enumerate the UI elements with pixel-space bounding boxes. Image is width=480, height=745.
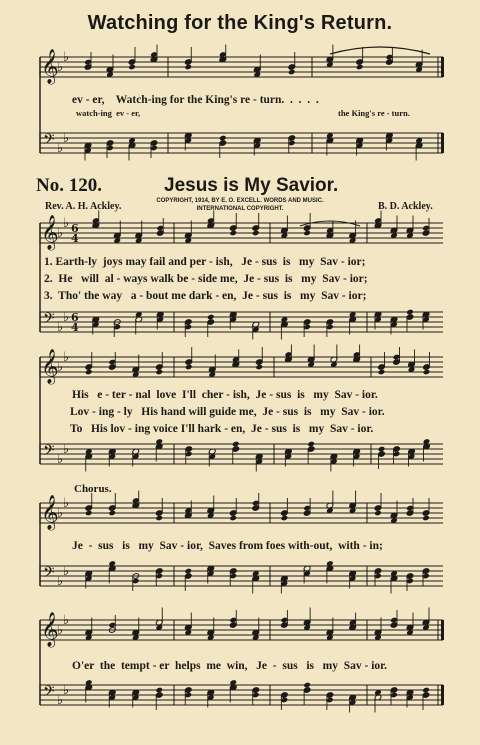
time-signature-bottom: 4 (71, 232, 79, 245)
flat-icon: ♭ (57, 320, 64, 335)
note-head (255, 364, 263, 371)
note-head (356, 64, 364, 71)
hymn-composer: B. D. Ackley. (378, 201, 433, 212)
note-head (128, 64, 136, 71)
final-barline-thick (441, 57, 444, 77)
note-head (155, 369, 163, 376)
flat-icon: ♭ (63, 496, 70, 511)
note-head (85, 510, 93, 517)
verse-3-line-a: 3. Tho' the way a - bout me dark - en, Je - sus is my Sav - ior; (44, 290, 367, 302)
flat-icon: ♭ (63, 683, 70, 698)
treble-clef-icon: 𝄞 (41, 495, 59, 530)
note-head (378, 369, 386, 376)
note-head (406, 309, 414, 316)
treble-clef-icon: 𝄞 (41, 215, 59, 250)
flat-icon: ♭ (63, 310, 70, 325)
time-signature-top: 6 (71, 311, 79, 324)
note-head (185, 364, 193, 371)
flat-icon: ♭ (57, 623, 64, 638)
note-head (307, 441, 315, 448)
note-head (374, 510, 382, 517)
slur (330, 47, 430, 54)
note-head (422, 687, 430, 694)
note-head (252, 230, 260, 237)
top-lyric-line-2: watch-ing ev - er, (76, 108, 141, 118)
flat-icon: ♭ (63, 50, 70, 65)
copyright-line-1: COPYRIGHT, 1914, BY E. O. EXCELL. WORDS AND MUSIC. (156, 198, 324, 204)
verse-2-line-a: 2. He will al - ways walk be - side me, Je - sus is my Sav - ior; (44, 273, 368, 285)
flat-icon: ♭ (57, 574, 64, 589)
treble-clef-icon: 𝄞 (41, 49, 59, 84)
flat-icon: ♭ (63, 564, 70, 579)
note-head (232, 441, 240, 448)
time-signature-top: 6 (71, 222, 79, 235)
hymn-title: Jesus is My Savior. (164, 175, 339, 196)
top-lyric-line-2b: the King's re - turn. (338, 108, 410, 118)
note-head (155, 687, 163, 694)
flat-icon: ♭ (63, 216, 70, 231)
verse-1-line-a: 1. Earth-ly joys may fail and per - ish, Je - sus is my Sav - ior; (44, 256, 366, 268)
verse-3-line-b: To His lov - ing voice I'll hark - en, Je - sus is my Sav - ior. (70, 423, 374, 435)
bass-clef-icon: 𝄢 (43, 442, 55, 463)
final-barline-thick (441, 133, 444, 153)
hymn-number: No. 120. (36, 175, 102, 196)
flat-icon: ♭ (63, 131, 70, 146)
note-head (85, 369, 93, 376)
hymn-header (36, 175, 446, 199)
copyright-notice (140, 197, 340, 213)
verse-2-line-b: Lov - ing - ly His hand will guide me, Je - sus is my Sav - ior. (70, 406, 385, 418)
flat-icon: ♭ (57, 360, 64, 375)
note-head (423, 369, 431, 376)
copyright-line-2: INTERNATIONAL COPYRIGHT. (196, 206, 284, 212)
flat-icon: ♭ (63, 442, 70, 457)
flat-icon: ♭ (57, 226, 64, 241)
note-head (184, 568, 192, 575)
bass-clef-icon: 𝄢 (43, 683, 55, 704)
note-head (422, 515, 430, 522)
chorus-line-1: Je - sus is my Sav - ior, Saves from foes with-out, with - in; (72, 540, 383, 552)
chorus-label: Chorus. (74, 483, 112, 495)
page-title: Watching for the King's Return. (87, 12, 393, 34)
flat-icon: ♭ (57, 693, 64, 708)
note-head (184, 64, 192, 71)
bass-clef-icon: 𝄢 (43, 131, 55, 152)
treble-clef-icon: 𝄞 (41, 612, 59, 647)
note-head (288, 69, 296, 76)
time-signature-bottom: 4 (71, 321, 79, 334)
top-lyric-line-1: ev - er, Watch-ing for the King's re - turn. . . . . (72, 94, 319, 106)
final-barline-thick (441, 685, 444, 705)
flat-icon: ♭ (57, 60, 64, 75)
note-head (108, 510, 116, 517)
note-head (229, 515, 237, 522)
note-head (303, 230, 311, 237)
flat-icon: ♭ (63, 613, 70, 628)
note-head (303, 682, 311, 689)
note-head (219, 135, 227, 142)
flat-icon: ♭ (57, 141, 64, 156)
verse-1-line-b: His e - ter - nal love I'll cher - ish, Je - sus is my Sav - ior. (72, 389, 378, 401)
final-barline-thick (441, 620, 444, 640)
treble-clef-icon: 𝄞 (41, 349, 59, 384)
note-head (207, 314, 215, 321)
flat-icon: ♭ (57, 452, 64, 467)
note-head (378, 446, 386, 453)
note-head (229, 230, 237, 237)
flat-icon: ♭ (63, 350, 70, 365)
note-head (155, 515, 163, 522)
bass-clef-icon: 𝄢 (43, 564, 55, 585)
chorus-line-2: O'er the tempt - er helps me win, Je - sus is my Sav - ior. (72, 660, 388, 672)
bass-clef-icon: 𝄢 (43, 310, 55, 331)
note-head (281, 515, 289, 522)
hymn-author: Rev. A. H. Ackley. (45, 201, 122, 212)
flat-icon: ♭ (57, 506, 64, 521)
